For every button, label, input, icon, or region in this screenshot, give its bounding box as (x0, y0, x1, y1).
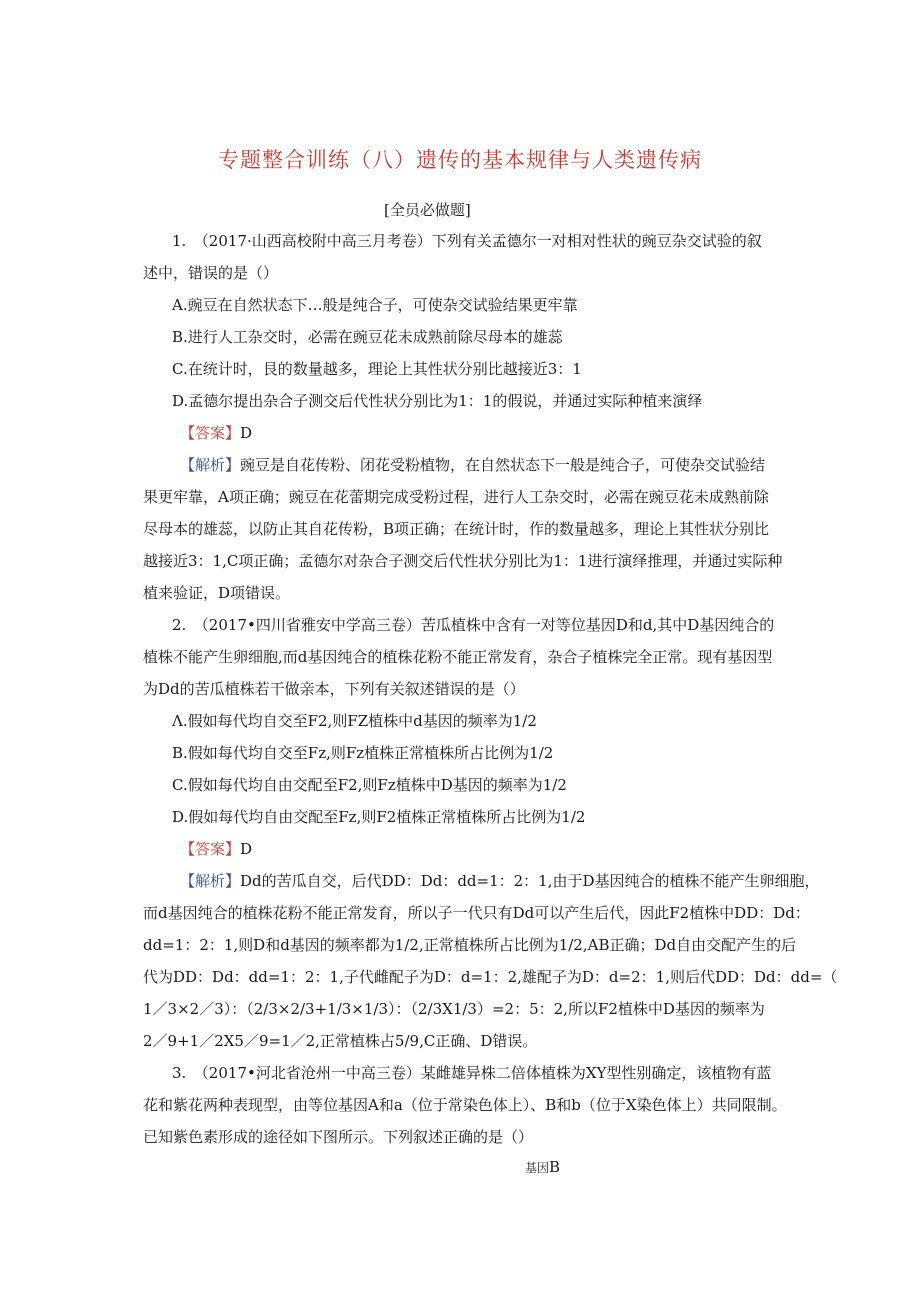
figure-label-gene-b (525, 1156, 560, 1179)
q1-analysis-text-1: 豌豆是自花传粉、闭花受粉植物，在自然状态下一般是纯合子，可使杂交试验结 (240, 456, 766, 474)
q1-answer (180, 422, 252, 444)
q2-option-d: D.假如每代均自由交配至Fz,则F2植株正常植株所占比例为1/2 (172, 808, 586, 826)
q2-answer-value: D (240, 840, 253, 858)
analysis-tag: 【解析】 (180, 456, 241, 474)
q3-stem-line-2: 花和紫花两种表现型，由等位基因A和a（位于常染色体上）、B和b（位于X染色体上）共同限制。 (143, 1096, 787, 1114)
q2-analysis-line-4: 代为DD：Dd：dd=1：2：1,子代雌配子为D：d=1：2,雄配子为D：d=2：1,则后代DD：Dd：dd=（ (143, 968, 838, 986)
q1-option-a: A.豌豆在自然状态下…般是纯合子，可使杂交试验结果更牢靠 (172, 296, 578, 314)
q2-analysis-line-5: 1／3×2／3）：（2/3×2/3+1/3×1/3）：（2/3X1/3）=2：5：2,所以F2植株中D基因的频率为 (143, 1000, 765, 1018)
q2-analysis-line-6: 2／9+1／2X5／9=1／2,正常植株占5/9,C正确、D错误。 (143, 1032, 538, 1050)
q1-analysis-line-3: 尽母本的雄蕊，以防止其自花传粉，B项正确；在统计时，作的数量越多，理论上其性状分别比 (143, 520, 770, 538)
q3-stem-line-3: 已知紫色素形成的途径如下图所示。下列叙述正确的是（） (143, 1128, 534, 1146)
q2-analysis-line-2: 而d基因纯合的植株花粉不能正常发育，所以子一代只有Dd可以产生后代，因此F2植株中DD：Dd： (143, 904, 810, 922)
q2-stem-line-3: 为Dd的苦瓜植株若干做亲本，下列有关叙述错误的是（） (143, 680, 525, 698)
q1-analysis-line-5: 植来验证，D项错误。 (143, 584, 291, 602)
q3-stem-line-1: 3. （2017•河北省沧州一中高三卷）某雌雄异株二倍体植株为XY型性别确定，该植物有蓝 (172, 1064, 772, 1082)
answer-tag: 【答案】 (180, 840, 241, 858)
q2-option-a: Λ.假如每代均自交至F2,则FZ植株中d基因的频率为1/2 (172, 712, 537, 730)
q1-analysis-line-2: 果更牢靠，A项正确；豌豆在花蕾期完成受粉过程，进行人工杂交时，必需在豌豆花未成熟前除 (143, 488, 769, 506)
q2-stem-line-2: 植株不能产生卵细胞,而d基因纯合的植株花粉不能正常发育，杂合子植株完全正常。现有基因型 (143, 648, 773, 666)
q2-analysis-text-1: Dd的苦瓜自交，后代DD：Dd：dd=1：2：1,由于D基因纯合的植株不能产生卵细胞， (240, 872, 820, 890)
q1-analysis-line-4: 越接近3：1,C项正确；孟德尔对杂合子测交后代性状分别比为1：1进行演绎推理，并通过实际种 (143, 552, 783, 570)
analysis-tag: 【解析】 (180, 872, 241, 890)
q1-analysis-line-1 (180, 454, 765, 476)
q2-option-c: C.假如每代均自由交配至F2,则Fz植株中D基因的频率为1/2 (172, 776, 567, 794)
figure-label-prefix: 基因 (525, 1161, 550, 1175)
q1-stem-line-1: 1. （2017·山西高校附中高三月考卷）下列有关孟德尔一对相对性状的豌豆杂交试验的叙 (172, 232, 762, 250)
q1-option-d: D.孟德尔提出杂合子测交后代性状分别比为1：1的假说，并通过实际种植来演绎 (172, 392, 703, 410)
q1-option-c: C.在统计时，艮的数量越多，理论上其性状分别比越接近3：1 (172, 360, 582, 378)
page-title: 专题整合训练（八）遗传的基本规律与人类遗传病 (218, 148, 702, 172)
q2-option-b: B.假如每代均自交至Fz,则Fz植株正常植株所占比例为1/2 (172, 744, 554, 762)
q2-analysis-line-1 (180, 870, 820, 892)
q1-answer-value: D (240, 424, 253, 442)
figure-label-gene: B (549, 1158, 561, 1176)
section-label: [全员必做题] (384, 201, 471, 219)
q1-option-b: B.进行人工杂交时，必需在豌豆花未成熟前除尽母本的雄蕊 (172, 328, 563, 346)
q1-stem-line-2: 述中，错误的是（） (143, 264, 279, 282)
q2-answer (180, 838, 252, 860)
q2-stem-line-1: 2. （2017•四川省雅安中学高三卷）苦瓜植株中含有一对等位基因D和d,其中D基因纯合的 (172, 616, 775, 634)
q2-analysis-line-3: dd=1：2：1,则D和d基因的频率都为1/2,正常植株所占比例为1/2,AB正确；Dd自由交配产生的后 (143, 936, 797, 954)
answer-tag: 【答案】 (180, 424, 241, 442)
